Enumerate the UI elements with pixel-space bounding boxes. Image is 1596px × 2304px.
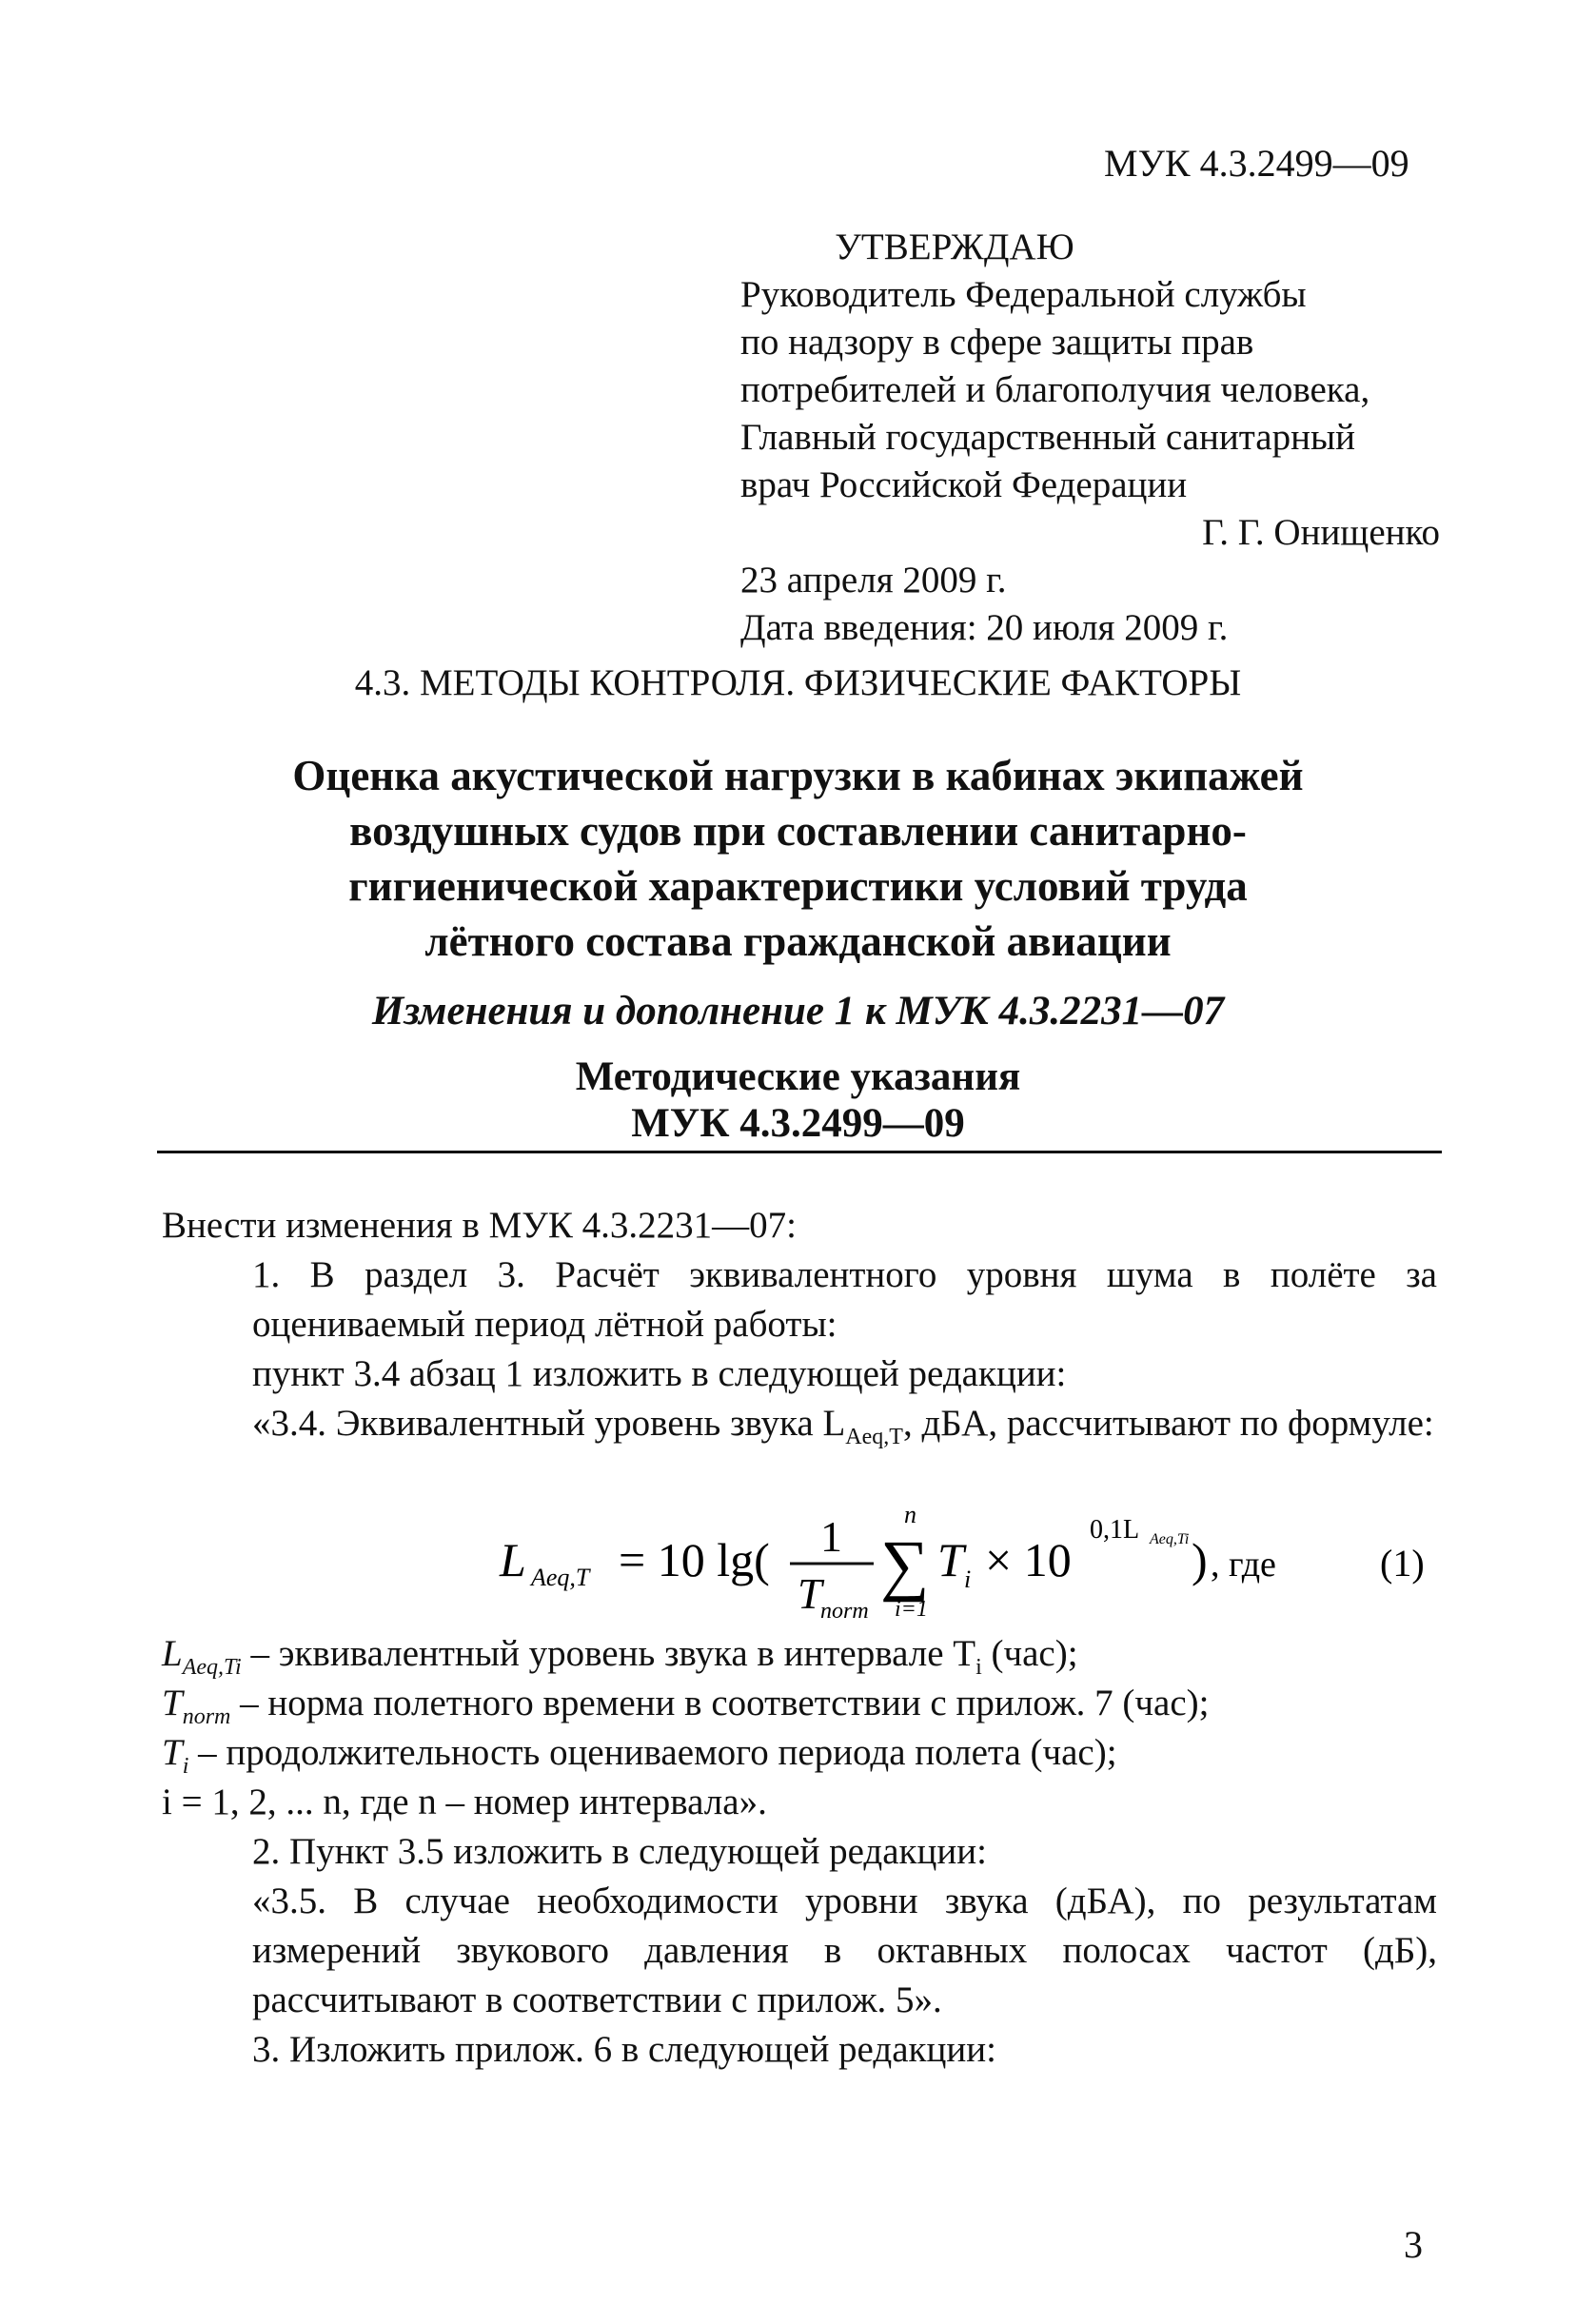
quote-3-4-text: «3.4. Эквивалентный уровень звука L (252, 1403, 846, 1444)
quote-3-4-subscript: Aeq,T (845, 1424, 903, 1449)
doc-number: МУК 4.3.2499—09 (631, 1101, 965, 1146)
approval-line: по надзору в сфере защиты прав (740, 322, 1254, 363)
body-item-3: 3. Изложить прилож. 6 в следующей редакции: (252, 2029, 996, 2070)
title-line: Оценка акустической нагрузки в кабинах экипажей (292, 752, 1304, 799)
body-quote-3-4 (162, 1399, 1437, 1462)
body-intro: Внести изменения в МУК 4.3.2231—07: (162, 1205, 798, 1246)
definition-tail: (час); (981, 1633, 1078, 1674)
approval-line: Главный государственный санитарный (740, 417, 1356, 458)
formula-lhs: L (500, 1533, 526, 1586)
document-code: МУК 4.3.2499—09 (1104, 142, 1409, 185)
title-line: лётного состава гражданской авиации (424, 917, 1172, 965)
definition-symbol: L (162, 1633, 183, 1674)
formula-term: T (937, 1533, 964, 1586)
definition-text: – продолжительность оцениваемого периода полета (час); (188, 1732, 1117, 1773)
formula-where: , где (1211, 1545, 1276, 1585)
section-title: 4.3. МЕТОДЫ КОНТРОЛЯ. ФИЗИЧЕСКИЕ ФАКТОРЫ (354, 662, 1242, 703)
formula-exponent: 0,1L (1090, 1515, 1140, 1545)
formula-1 (0, 1502, 1596, 1625)
formula-term-sub: i (964, 1566, 972, 1593)
title-divider (157, 1151, 1442, 1153)
definition-text: – эквивалентный уровень звука в интервале T (241, 1633, 976, 1674)
formula-number: (1) (1380, 1542, 1425, 1585)
formula-lhs-sub: Aeq,T (531, 1564, 590, 1591)
doc-type: Методические указания (575, 1054, 1021, 1099)
approval-date: 23 апреля 2009 г. (740, 560, 1007, 601)
body-item-2: 2. Пункт 3.5 изложить в следующей редакции: (252, 1831, 987, 1872)
approval-line: потребителей и благополучия человека, (740, 369, 1370, 410)
definition-symbol: T (162, 1732, 183, 1773)
approval-line: Руководитель Федеральной службы (740, 274, 1307, 315)
formula-sum-top: n (904, 1502, 916, 1528)
formula-coef: = 10 lg( (619, 1533, 770, 1586)
body-quote-3-5: «3.5. В случае необходимости уровни звука (дБА), по результатам измерений звукового давления в октавных полосах частот (дБ), рассчитывают в соответствии с прилож. 5». (252, 1881, 1437, 2020)
definition-text: – норма полетного времени в соответствии с прилож. 7 (час); (230, 1683, 1210, 1723)
formula-close: ) (1192, 1533, 1208, 1586)
approval-line: врач Российской Федерации (740, 464, 1188, 505)
title-line: гигиенической характеристики условий труда (348, 862, 1248, 910)
definition-symbol-sub: i (182, 1753, 189, 1779)
approval-intro-date: Дата введения: 20 июля 2009 г. (740, 607, 1229, 648)
formula-denominator-sub: norm (820, 1599, 869, 1624)
body-item-1: 1. В раздел 3. Расчёт эквивалентного уровня шума в полёте за оцениваемый период лётной работы: (252, 1254, 1437, 1345)
formula-sum-sign: ∑ (880, 1526, 930, 1603)
definition-symbol: T (162, 1683, 183, 1723)
formula-numerator: 1 (820, 1512, 842, 1561)
body-item-1-sub: пункт 3.4 абзац 1 изложить в следующей редакции: (252, 1353, 1067, 1394)
amendment-title: Изменения и дополнение 1 к МУК 4.3.2231—07 (371, 989, 1225, 1034)
formula-denominator: T (798, 1569, 822, 1618)
formula-exponent-sub: Aeq,Ti (1150, 1531, 1190, 1547)
approval-heading: УТВЕРЖДАЮ (835, 226, 1074, 267)
approval-signatory: Г. Г. Онищенко (1202, 512, 1440, 553)
definition-i: i = 1, 2, ... n, где n – номер интервала». (162, 1782, 767, 1822)
formula-sum-bottom: i=1 (895, 1597, 928, 1622)
approval-block (740, 224, 1464, 652)
document-title (0, 748, 1596, 969)
formula-times: × 10 (985, 1533, 1072, 1586)
quote-3-4-tail: , дБА, рассчитывают по формуле: (902, 1403, 1434, 1444)
definition-symbol-sub: Aeq,Ti (182, 1654, 242, 1680)
title-line: воздушных судов при составлении санитарно- (349, 807, 1247, 855)
definition-text-sub: i (975, 1654, 982, 1680)
page-number: 3 (1404, 2223, 1423, 2266)
definition-symbol-sub: norm (182, 1703, 231, 1729)
